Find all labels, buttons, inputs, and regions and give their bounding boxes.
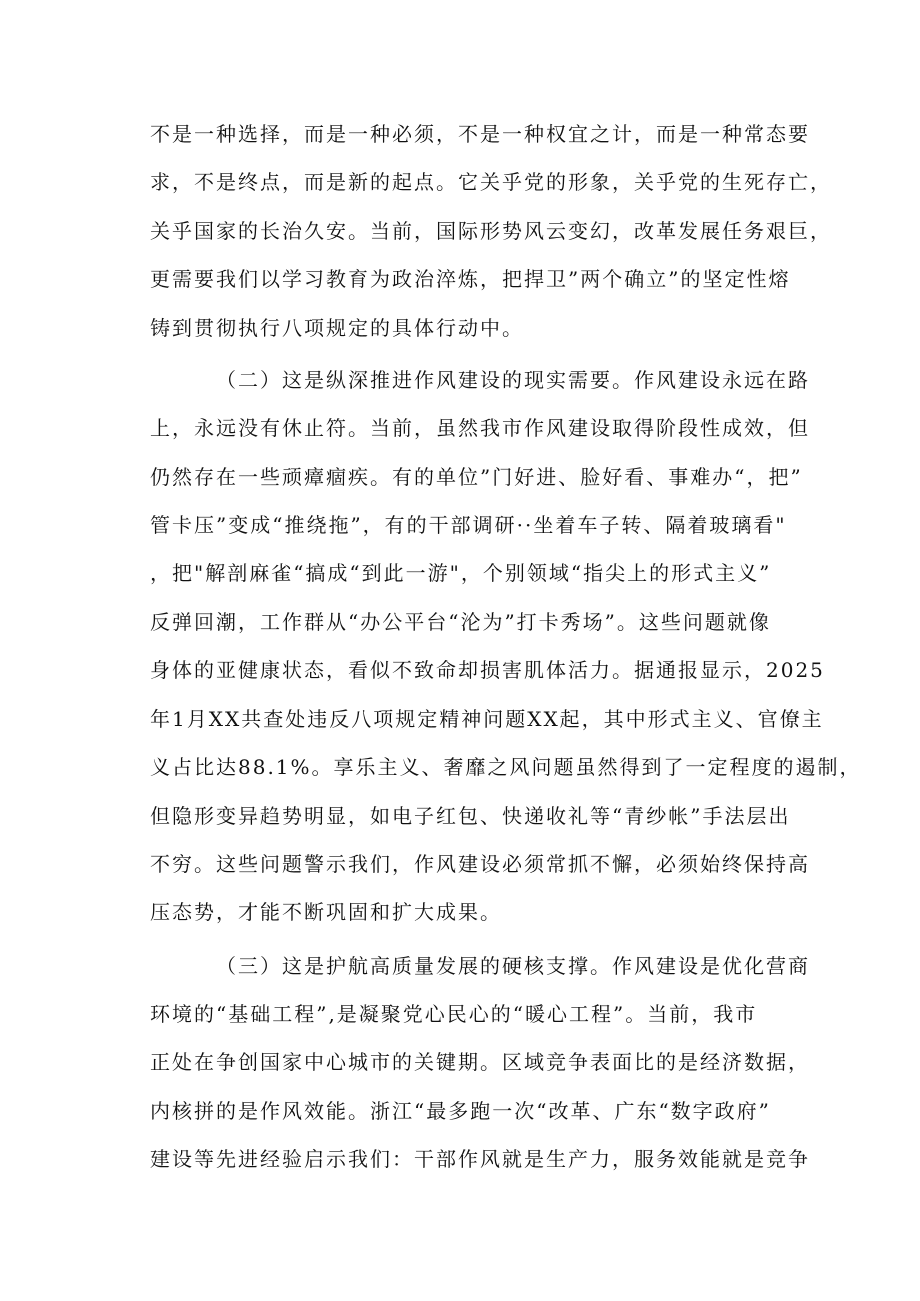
text-line: 环境的“基础工程”,是凝聚党心民心的“暖心工程”。当前，我市 [150,1002,758,1026]
text-line: 不是一种选择，而是一种必须，不是一种权宜之计，而是一种常态要 [150,122,810,146]
text-line: 身体的亚健康状态，看似不致命却损害肌体活力。据通报显示，2025 [150,658,825,682]
text-line: 不穷。这些问题警示我们，作风建设必须常抓不懈，必须始终保持高 [150,852,810,876]
text-line: 更需要我们以学习教育为政治淬炼，把捍卫”两个确立”的坚定性熔 [150,267,791,291]
text-line: 正处在争创国家中心城市的关键期。区域竞争表面比的是经济数据， [150,1050,810,1074]
text-line: 年1月XX共查处违反八项规定精神问题XX起，其中形式主义、官僚主 [150,707,824,731]
text-line: 求，不是终点，而是新的起点。它关乎党的形象，关乎党的生死存亡， [150,170,832,194]
text-line: 关乎国家的长治久安。当前，国际形势风云变幻，改革发展任务艰巨， [150,219,832,243]
paragraph-heading-3: （三）这是护航高质量发展的硬核支撑。作风建设是优化营商 [216,954,810,978]
text-line: 内核拼的是作风效能。浙江“最多跑一次“改革、广东“数字政府” [150,1099,771,1123]
text-line: 建设等先进经验启示我们：干部作风就是生产力，服务效能就是竞争 [150,1147,810,1171]
text-line: 上，永远没有休止符。当前，虽然我市作风建设取得阶段性成效，但 [150,416,810,440]
text-line: ，把"解剖麻雀“搞成“到此一游"，个别领域“指尖上的形式主义” [150,561,772,585]
text-line: 义占比达88.1%。享乐主义、奢靡之风问题虽然得到了一定程度的遏制， [150,755,862,779]
text-line: 管卡压”变成“推绕拖”，有的干部调研··坐着车子转、隔着玻璃看" [150,513,787,537]
text-line: 仍然存在一些顽瘴痼疾。有的单位”门好进、脸好看、事难办“，把” [150,465,803,489]
text-line: 压态势，才能不断巩固和扩大成果。 [150,900,502,924]
paragraph-heading-2: （二）这是纵深推进作风建设的现实需要。作风建设永远在路 [216,368,810,392]
text-line: 但隐形变异趋势明显，如电子红包、快递收礼等“青纱帐”手法层出 [150,804,791,828]
text-line: 铸到贯彻执行八项规定的具体行动中。 [150,316,524,340]
text-line: 反弹回潮，工作群从“办公平台“沦为”打卡秀场”。这些问题就像 [150,610,771,634]
